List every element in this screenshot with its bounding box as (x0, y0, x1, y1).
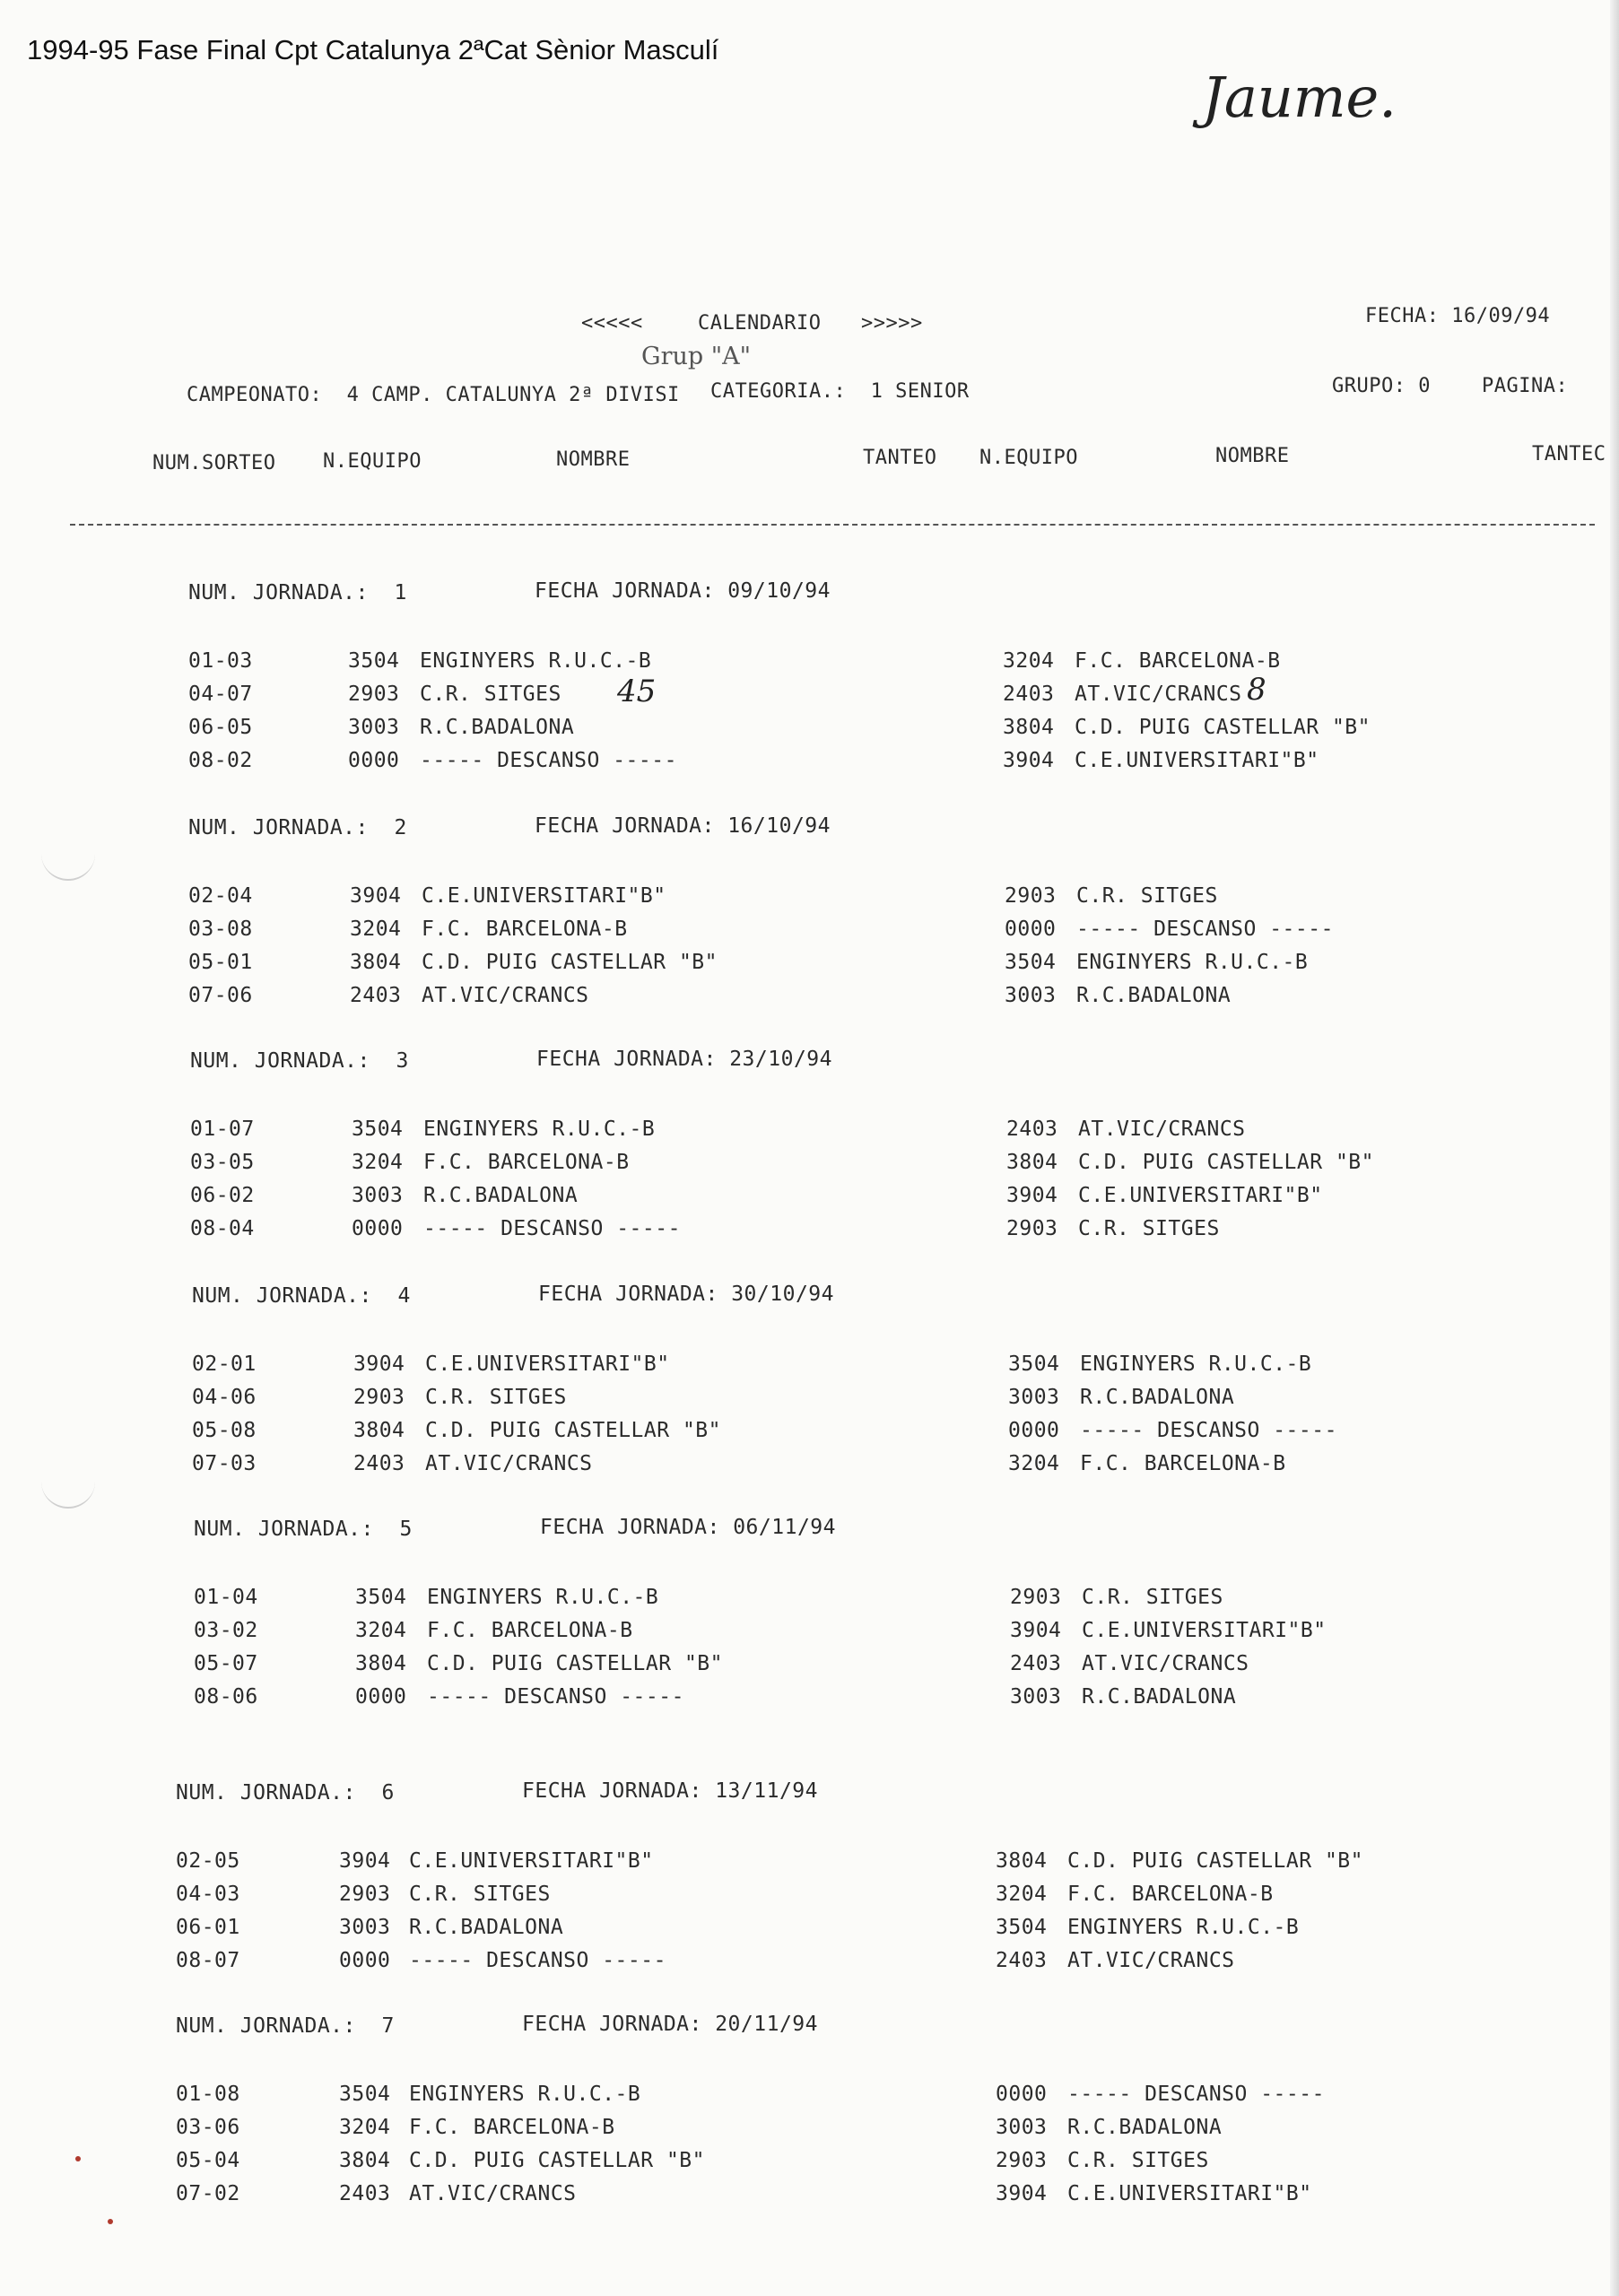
campeonato: CAMPEONATO: 4 CAMP. CATALUNYA 2ª DIVISI (187, 384, 680, 406)
away-team-name: C.E.UNIVERSITARI"B" (1078, 1184, 1323, 1207)
home-team-name: ----- DESCANSO ----- (409, 1949, 666, 1972)
home-team-code: 2903 (353, 1386, 405, 1409)
jornada-label: NUM. JORNADA.: 7 (176, 2014, 395, 2038)
page-edge-shadow (1610, 0, 1619, 2296)
away-team-name: ----- DESCANSO ----- (1067, 2083, 1325, 2106)
home-team-name: C.R. SITGES (425, 1386, 567, 1409)
home-team-code: 3003 (348, 716, 400, 739)
home-team-code: 3003 (352, 1184, 404, 1207)
away-team-name: ENGINYERS R.U.C.-B (1076, 951, 1309, 974)
away-team-name: F.C. BARCELONA-B (1067, 1883, 1274, 1906)
match-sorteo: 05-01 (188, 951, 253, 974)
col-n-equipo-2: N.EQUIPO (979, 447, 1078, 469)
home-team-name: AT.VIC/CRANCS (425, 1452, 593, 1475)
home-team-name: ENGINYERS R.U.C.-B (420, 649, 652, 673)
arrows-left: <<<<< (581, 312, 643, 335)
home-team-name: R.C.BADALONA (409, 1916, 564, 1939)
handwritten-signature: Jaume. (1202, 65, 1397, 130)
home-team-name: C.D. PUIG CASTELLAR "B" (427, 1652, 723, 1675)
print-date: FECHA: 16/09/94 (1365, 305, 1551, 327)
away-team-code: 2403 (1006, 1118, 1058, 1141)
jornada-label: NUM. JORNADA.: 6 (176, 1781, 395, 1805)
away-team-code: 3003 (1005, 984, 1057, 1007)
match-sorteo: 02-01 (192, 1352, 257, 1376)
away-team-code: 3504 (996, 1916, 1048, 1939)
home-team-code: 3804 (339, 2149, 391, 2172)
away-team-name: R.C.BADALONA (1080, 1386, 1235, 1409)
match-sorteo: 06-02 (190, 1184, 255, 1207)
home-team-code: 3904 (339, 1849, 391, 1873)
home-team-code: 3003 (339, 1916, 391, 1939)
jornada-date: FECHA JORNADA: 09/10/94 (535, 579, 831, 603)
home-team-code: 2403 (353, 1452, 405, 1475)
away-team-code: 3804 (996, 1849, 1048, 1873)
match-sorteo: 01-04 (194, 1586, 258, 1609)
away-team-code: 3904 (1006, 1184, 1058, 1207)
home-team-name: C.E.UNIVERSITARI"B" (422, 884, 666, 908)
home-team-name: F.C. BARCELONA-B (422, 918, 628, 941)
home-team-code: 3204 (350, 918, 402, 941)
match-sorteo: 04-07 (188, 683, 253, 706)
jornada-date: FECHA JORNADA: 13/11/94 (522, 1779, 818, 1803)
home-team-name: C.R. SITGES (409, 1883, 551, 1906)
jornada-date: FECHA JORNADA: 20/11/94 (522, 2013, 818, 2036)
home-team-name: ----- DESCANSO ----- (427, 1685, 684, 1709)
match-sorteo: 08-07 (176, 1949, 240, 1972)
away-team-code: 3204 (1008, 1452, 1060, 1475)
home-team-name: ENGINYERS R.U.C.-B (409, 2083, 641, 2106)
home-team-code: 3204 (355, 1619, 407, 1642)
away-team-code: 3904 (1010, 1619, 1062, 1642)
jornada-label: NUM. JORNADA.: 5 (194, 1518, 413, 1541)
home-team-code: 0000 (339, 1949, 391, 1972)
match-sorteo: 06-01 (176, 1916, 240, 1939)
punch-hole (41, 843, 95, 881)
away-team-name: C.E.UNIVERSITARI"B" (1075, 749, 1319, 772)
home-team-name: C.E.UNIVERSITARI"B" (425, 1352, 670, 1376)
jornada-label: NUM. JORNADA.: 1 (188, 581, 407, 604)
away-team-code: 3003 (1008, 1386, 1060, 1409)
document-caption: 1994-95 Fase Final Cpt Catalunya 2ªCat Sènior Masculí (27, 34, 719, 65)
jornada-label: NUM. JORNADA.: 3 (190, 1049, 409, 1073)
away-team-name: AT.VIC/CRANCS (1082, 1652, 1249, 1675)
group-note: Grup "A" (641, 343, 752, 370)
jornada-label: NUM. JORNADA.: 4 (192, 1284, 411, 1308)
home-team-name: F.C. BARCELONA-B (409, 2116, 615, 2139)
home-team-name: AT.VIC/CRANCS (409, 2182, 577, 2205)
match-sorteo: 03-05 (190, 1151, 255, 1174)
home-team-code: 2403 (339, 2182, 391, 2205)
away-team-code: 3904 (996, 2182, 1048, 2205)
away-team-name: C.R. SITGES (1076, 884, 1218, 908)
away-team-name: AT.VIC/CRANCS (1078, 1118, 1246, 1141)
match-sorteo: 07-02 (176, 2182, 240, 2205)
ink-mark (75, 2156, 81, 2161)
match-sorteo: 01-08 (176, 2083, 240, 2106)
jornada-date: FECHA JORNADA: 16/10/94 (535, 814, 831, 838)
away-team-code: 3003 (1010, 1685, 1062, 1709)
away-team-code: 2903 (1005, 884, 1057, 908)
home-score-handwritten: 45 (617, 674, 657, 709)
home-team-name: ----- DESCANSO ----- (423, 1217, 681, 1240)
away-score-handwritten: 8 (1247, 672, 1266, 708)
away-team-name: AT.VIC/CRANCS (1075, 683, 1242, 706)
away-team-code: 3804 (1006, 1151, 1058, 1174)
match-sorteo: 06-05 (188, 716, 253, 739)
away-team-name: ----- DESCANSO ----- (1076, 918, 1334, 941)
away-team-code: 3204 (996, 1883, 1048, 1906)
home-team-code: 3804 (353, 1419, 405, 1442)
home-team-code: 3804 (355, 1652, 407, 1675)
home-team-code: 3204 (339, 2116, 391, 2139)
home-team-code: 2903 (339, 1883, 391, 1906)
away-team-name: ----- DESCANSO ----- (1080, 1419, 1337, 1442)
match-sorteo: 07-03 (192, 1452, 257, 1475)
col-num-sorteo: NUM.SORTEO (152, 452, 276, 474)
match-sorteo: 02-05 (176, 1849, 240, 1873)
away-team-name: C.E.UNIVERSITARI"B" (1067, 2182, 1312, 2205)
away-team-code: 3904 (1003, 749, 1055, 772)
match-sorteo: 04-03 (176, 1883, 240, 1906)
home-team-name: ENGINYERS R.U.C.-B (423, 1118, 656, 1141)
match-sorteo: 05-07 (194, 1652, 258, 1675)
jornada-date: FECHA JORNADA: 30/10/94 (538, 1283, 834, 1306)
home-team-name: C.D. PUIG CASTELLAR "B" (422, 951, 718, 974)
away-team-code: 0000 (1008, 1419, 1060, 1442)
away-team-name: C.R. SITGES (1078, 1217, 1220, 1240)
home-team-code: 3504 (348, 649, 400, 673)
away-team-code: 2403 (996, 1949, 1048, 1972)
col-nombre-1: NOMBRE (556, 448, 631, 471)
away-team-name: R.C.BADALONA (1082, 1685, 1237, 1709)
home-team-code: 0000 (352, 1217, 404, 1240)
ink-mark (108, 2219, 113, 2224)
match-sorteo: 05-04 (176, 2149, 240, 2172)
home-team-name: C.D. PUIG CASTELLAR "B" (425, 1419, 721, 1442)
jornada-label: NUM. JORNADA.: 2 (188, 816, 407, 839)
col-nombre-2: NOMBRE (1215, 445, 1290, 467)
home-team-name: AT.VIC/CRANCS (422, 984, 589, 1007)
jornada-date: FECHA JORNADA: 23/10/94 (536, 1048, 832, 1071)
home-team-name: C.D. PUIG CASTELLAR "B" (409, 2149, 705, 2172)
away-team-name: F.C. BARCELONA-B (1080, 1452, 1286, 1475)
match-sorteo: 03-02 (194, 1619, 258, 1642)
home-team-name: F.C. BARCELONA-B (423, 1151, 630, 1174)
home-team-code: 3904 (350, 884, 402, 908)
home-team-name: R.C.BADALONA (420, 716, 575, 739)
match-sorteo: 03-06 (176, 2116, 240, 2139)
away-team-code: 2403 (1003, 683, 1055, 706)
home-team-name: ENGINYERS R.U.C.-B (427, 1586, 659, 1609)
punch-hole (41, 1471, 95, 1509)
away-team-code: 3804 (1003, 716, 1055, 739)
home-team-code: 0000 (348, 749, 400, 772)
away-team-code: 3504 (1008, 1352, 1060, 1376)
away-team-name: C.D. PUIG CASTELLAR "B" (1075, 716, 1371, 739)
away-team-name: AT.VIC/CRANCS (1067, 1949, 1235, 1972)
home-team-code: 2403 (350, 984, 402, 1007)
pagina: PAGINA: (1482, 375, 1569, 397)
away-team-code: 3204 (1003, 649, 1055, 673)
away-team-name: ENGINYERS R.U.C.-B (1067, 1916, 1300, 1939)
away-team-code: 3003 (996, 2116, 1048, 2139)
home-team-code: 0000 (355, 1685, 407, 1709)
match-sorteo: 05-08 (192, 1419, 257, 1442)
categoria: CATEGORIA.: 1 SENIOR (710, 380, 970, 403)
away-team-name: ENGINYERS R.U.C.-B (1080, 1352, 1312, 1376)
match-sorteo: 08-02 (188, 749, 253, 772)
home-team-name: C.R. SITGES (420, 683, 561, 706)
away-team-name: C.R. SITGES (1082, 1586, 1223, 1609)
home-team-code: 3504 (355, 1586, 407, 1609)
away-team-code: 0000 (996, 2083, 1048, 2106)
away-team-code: 3504 (1005, 951, 1057, 974)
away-team-code: 2903 (1006, 1217, 1058, 1240)
match-sorteo: 08-06 (194, 1685, 258, 1709)
home-team-code: 3204 (352, 1151, 404, 1174)
col-tanteo-2: TANTEC (1532, 443, 1606, 465)
separator-line (70, 524, 1595, 526)
match-sorteo: 03-08 (188, 918, 253, 941)
jornada-date: FECHA JORNADA: 06/11/94 (540, 1516, 836, 1539)
away-team-name: C.D. PUIG CASTELLAR "B" (1078, 1151, 1374, 1174)
calendar-title: CALENDARIO (698, 312, 822, 335)
home-team-code: 3904 (353, 1352, 405, 1376)
grupo: GRUPO: 0 (1332, 375, 1431, 397)
match-sorteo: 01-07 (190, 1118, 255, 1141)
away-team-name: C.E.UNIVERSITARI"B" (1082, 1619, 1327, 1642)
away-team-name: C.D. PUIG CASTELLAR "B" (1067, 1849, 1363, 1873)
home-team-code: 3504 (339, 2083, 391, 2106)
away-team-code: 2403 (1010, 1652, 1062, 1675)
arrows-right: >>>>> (861, 312, 923, 335)
away-team-name: C.R. SITGES (1067, 2149, 1209, 2172)
match-sorteo: 02-04 (188, 884, 253, 908)
away-team-name: R.C.BADALONA (1067, 2116, 1223, 2139)
home-team-name: ----- DESCANSO ----- (420, 749, 677, 772)
home-team-code: 3504 (352, 1118, 404, 1141)
home-team-name: R.C.BADALONA (423, 1184, 579, 1207)
away-team-name: F.C. BARCELONA-B (1075, 649, 1281, 673)
away-team-code: 2903 (1010, 1586, 1062, 1609)
match-sorteo: 04-06 (192, 1386, 257, 1409)
home-team-name: F.C. BARCELONA-B (427, 1619, 633, 1642)
match-sorteo: 01-03 (188, 649, 253, 673)
home-team-code: 2903 (348, 683, 400, 706)
match-sorteo: 07-06 (188, 984, 253, 1007)
col-tanteo-1: TANTEO (863, 447, 937, 469)
col-n-equipo-1: N.EQUIPO (323, 450, 422, 473)
away-team-code: 2903 (996, 2149, 1048, 2172)
away-team-name: R.C.BADALONA (1076, 984, 1232, 1007)
home-team-name: C.E.UNIVERSITARI"B" (409, 1849, 654, 1873)
match-sorteo: 08-04 (190, 1217, 255, 1240)
away-team-code: 0000 (1005, 918, 1057, 941)
home-team-code: 3804 (350, 951, 402, 974)
